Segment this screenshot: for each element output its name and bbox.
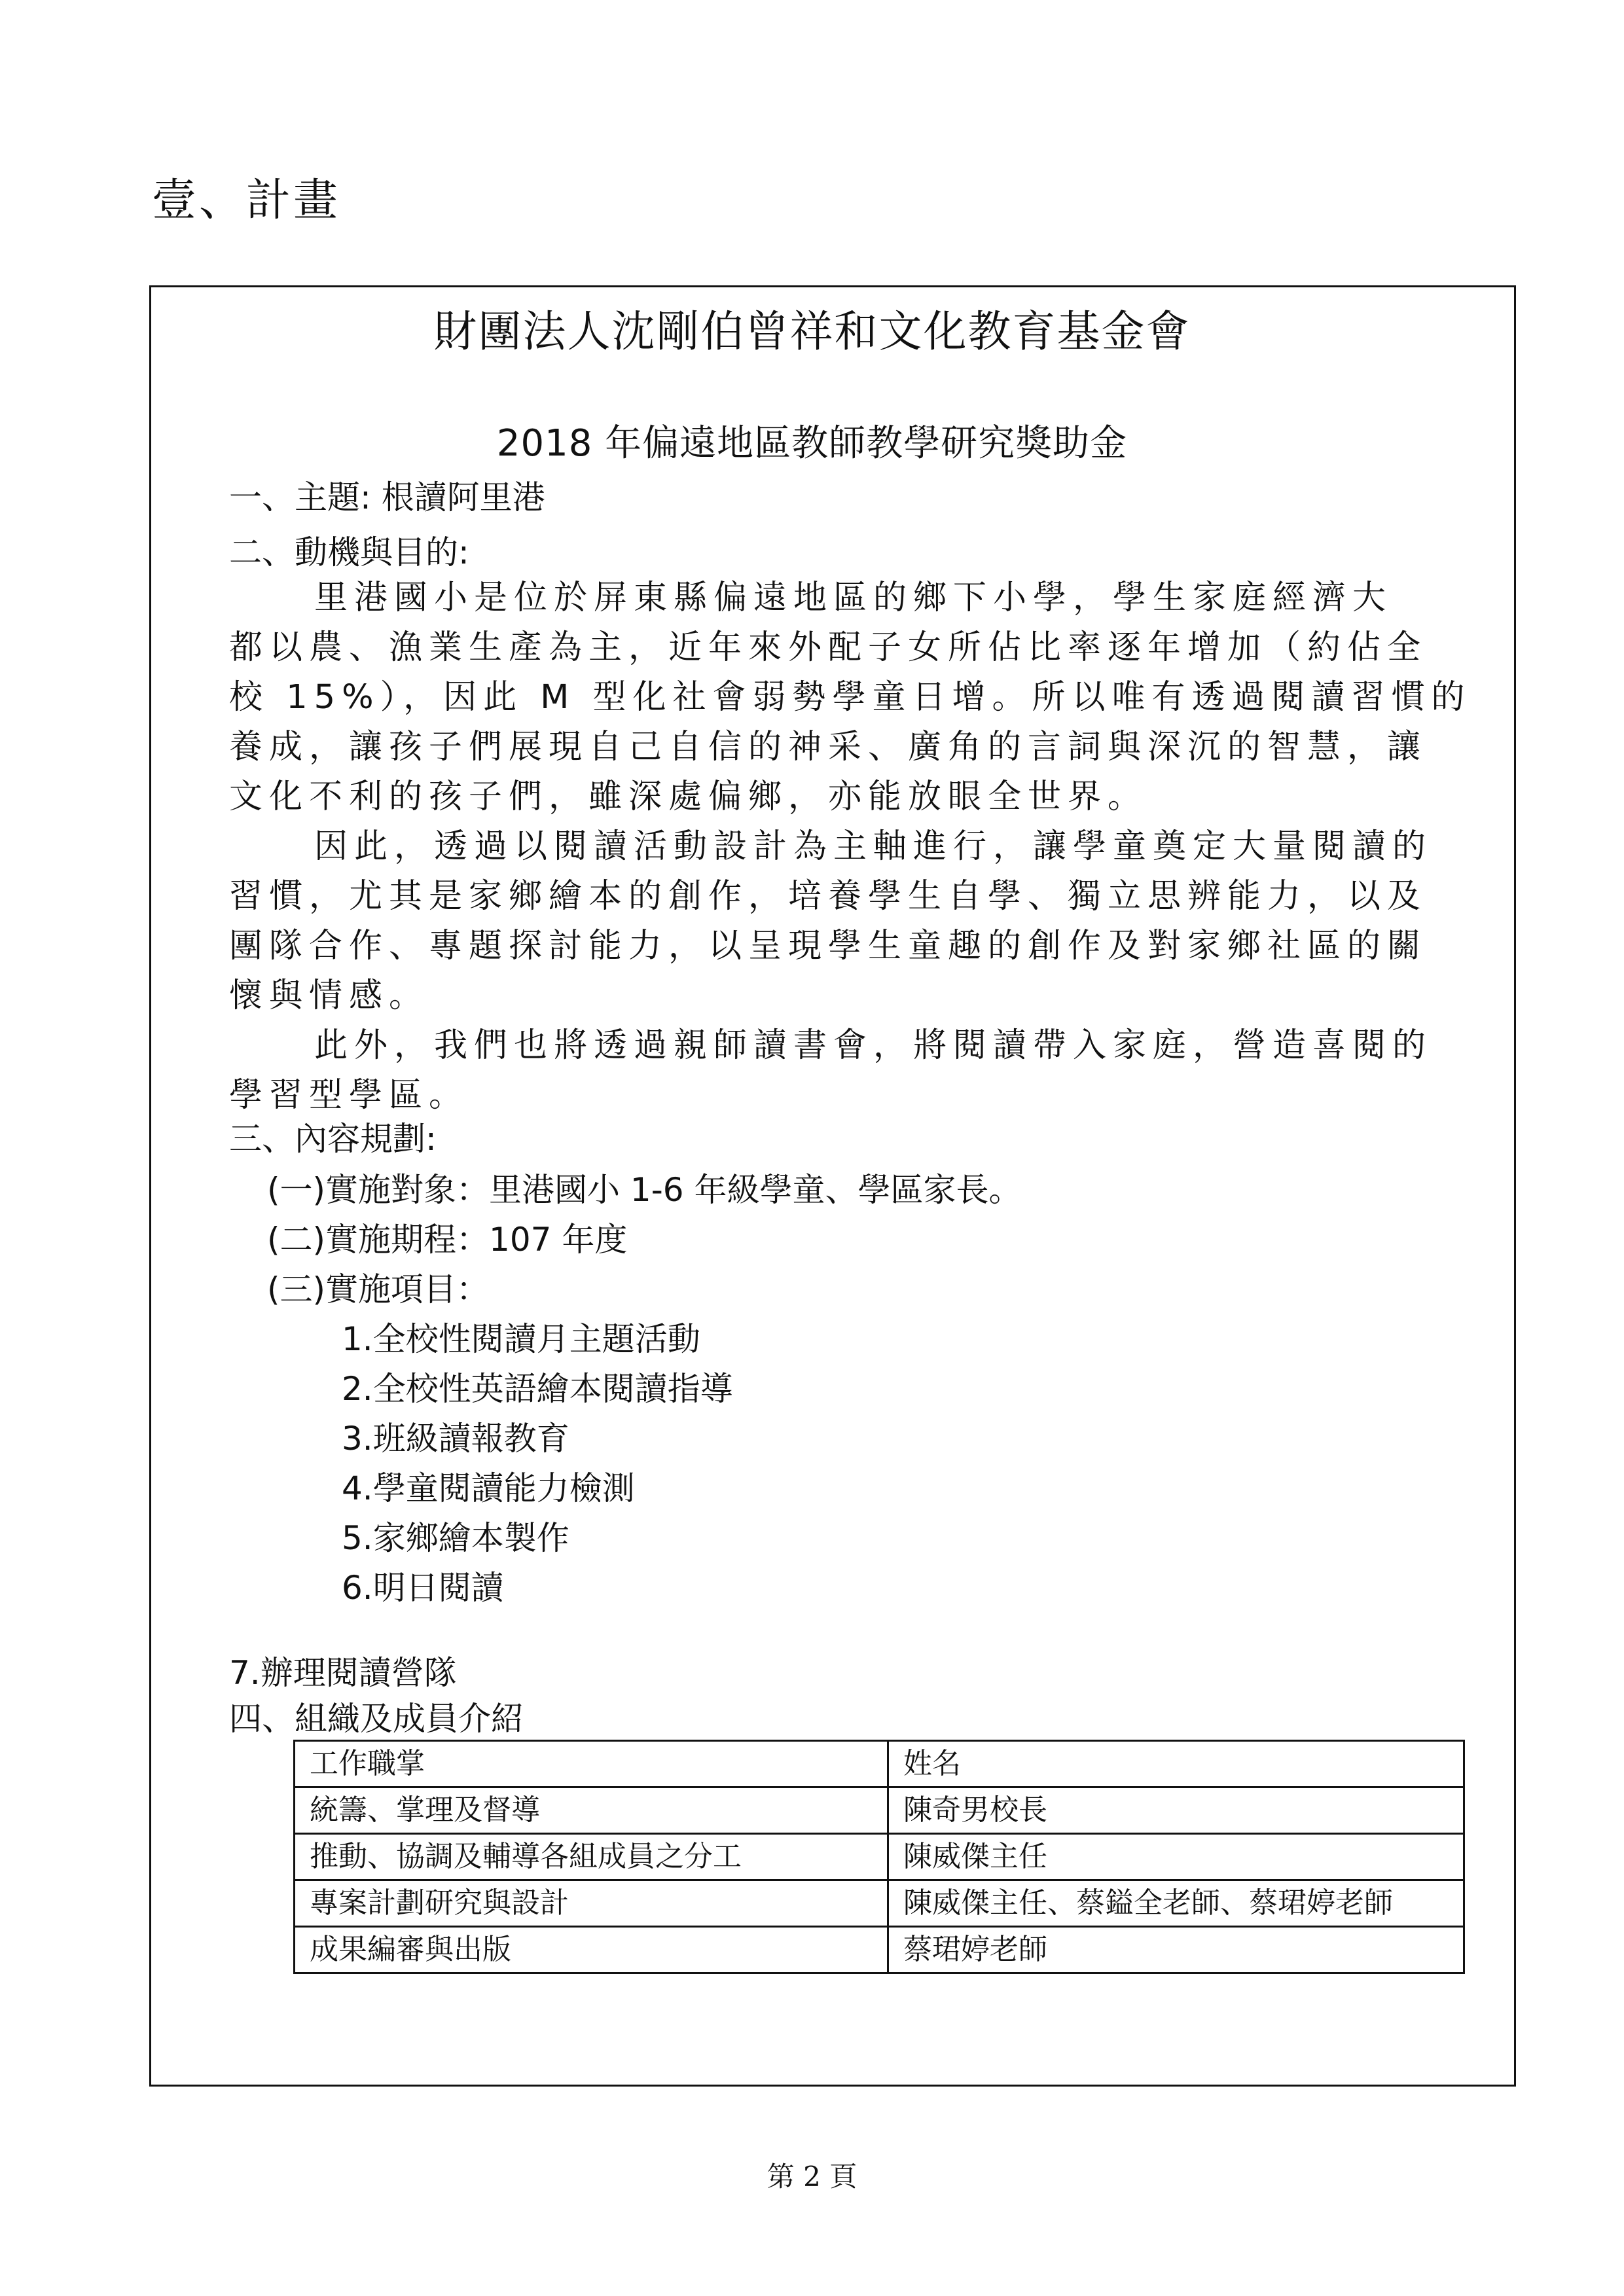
table-cell: 推動、協調及輔導各組成員之分工 [295,1834,888,1880]
para1-line: 都以農、漁業生產為主，近年來外配子女所佔比率逐年增加（約佔全 [229,628,1428,667]
org-title: 財團法人沈剛伯曾祥和文化教育基金會 [433,306,1191,357]
para1-line: 文化不利的孩子們，雖深處偏鄉，亦能放眼全世界。 [229,778,1148,816]
activity-item: 3.班級讀報教育 [342,1420,569,1458]
content-item: (三)實施項目： [267,1270,490,1308]
table-header-row [295,1741,1464,1787]
table-cell: 陳威傑主任、蔡鎰全老師、蔡珺婷老師 [888,1880,1464,1927]
table-cell: 陳奇男校長 [888,1787,1464,1834]
table-row [295,1787,1464,1834]
table-row [295,1927,1464,1973]
activity-item: 4.學童閱讀能力檢測 [342,1469,635,1507]
project-title: 2018 年偏遠地區教師教學研究獎助金 [496,422,1128,465]
table-header-cell: 工作職掌 [295,1741,888,1787]
team-table [293,1740,1465,1974]
table-cell: 陳威傑主任 [888,1834,1464,1880]
para2-line: 團隊合作、專題探討能力，以呈現學生童趣的創作及對家鄉社區的關 [229,927,1428,965]
table-header-cell: 姓名 [888,1741,1464,1787]
section-heading: 壹、計畫 [152,175,341,226]
table-row [295,1834,1464,1880]
table-cell: 專案計劃研究與設計 [295,1880,888,1927]
para3-line: 此外，我們也將透過親師讀書會，將閱讀帶入家庭，營造喜閱的 [314,1026,1433,1065]
activity-item-7: 7.辦理閱讀營隊 [229,1654,457,1692]
para2-line: 懷與情感。 [229,977,429,1015]
org-heading: 四、組織及成員介紹 [229,1700,524,1738]
content-item: (一)實施對象：里港國小 1-6 年級學童、學區家長。 [267,1171,1022,1209]
topic-line: 一、主題: 根讀阿里港 [229,478,545,516]
content-item: (二)實施期程：107 年度 [267,1221,628,1259]
para2-line: 習慣，尤其是家鄉繪本的創作，培養學生自學、獨立思辨能力，以及 [229,877,1428,916]
para1-line: 里港國小是位於屏東縣偏遠地區的鄉下小學，學生家庭經濟大 [314,579,1393,617]
activity-item: 2.全校性英語繪本閱讀指導 [342,1370,733,1408]
table-cell: 成果編審與出版 [295,1927,888,1973]
activity-item: 1.全校性閱讀月主題活動 [342,1320,700,1358]
para2-line: 因此，透過以閱讀活動設計為主軸進行，讓學童奠定大量閱讀的 [314,827,1433,866]
table-cell: 統籌、掌理及督導 [295,1787,888,1834]
motivation-heading: 二、動機與目的: [229,533,469,571]
para1-line: 養成，讓孩子們展現自己自信的神采、廣角的言詞與深沉的智慧，讓 [229,728,1428,766]
activity-item: 6.明日閱讀 [342,1569,504,1607]
para1-line: 校 15%），因此 M 型化社會弱勢學童日增。所以唯有透過閱讀習慣的 [229,678,1471,717]
para3-line: 學習型學區。 [229,1076,469,1115]
table-cell: 蔡珺婷老師 [888,1927,1464,1973]
activity-item: 5.家鄉繪本製作 [342,1519,569,1557]
page-number: 第 2 頁 [767,2161,857,2193]
content-heading: 三、內容規劃: [229,1120,437,1158]
table-row [295,1880,1464,1927]
